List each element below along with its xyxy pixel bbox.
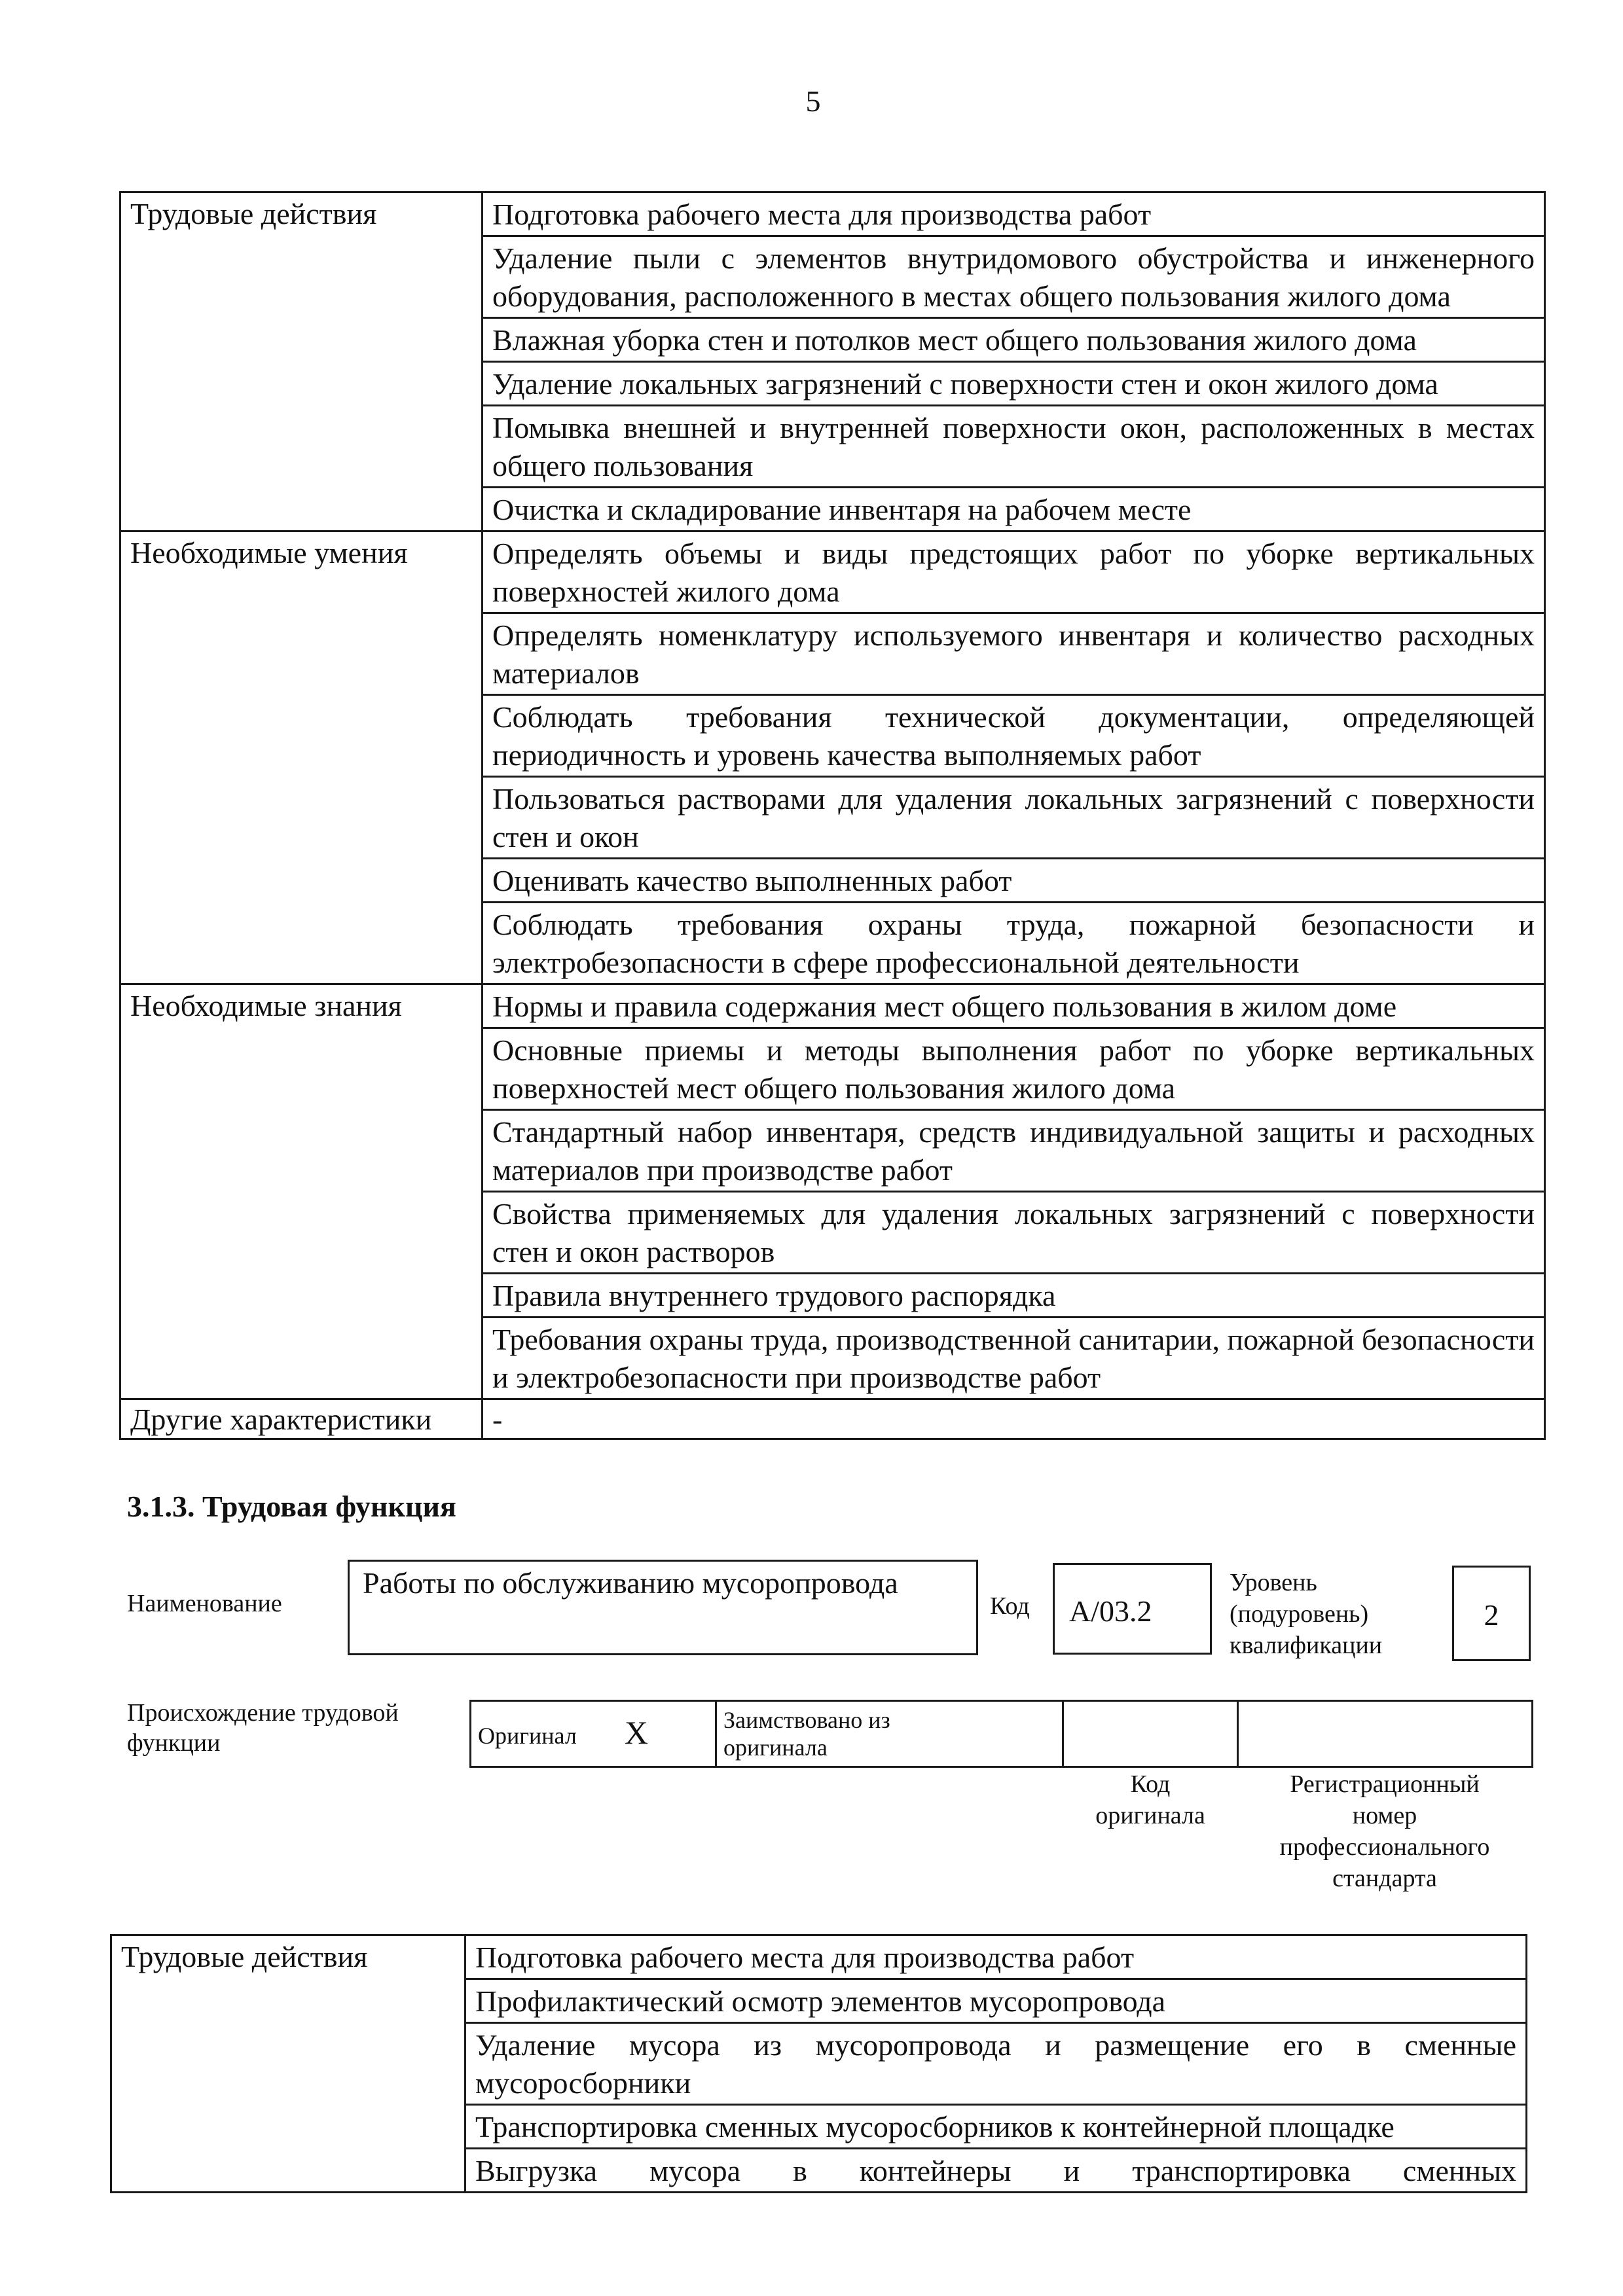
code-original-line-1: Код bbox=[1130, 1770, 1171, 1798]
table-row bbox=[471, 1701, 1533, 1767]
name-field bbox=[348, 1560, 978, 1655]
list-item: Требования охраны труда, производственной санитарии, пожарной безопасности и электробезопасности при производстве работ bbox=[483, 1318, 1545, 1399]
section-title: 3.1.3. Трудовая функция bbox=[127, 1490, 456, 1523]
origin-label bbox=[127, 1698, 399, 1758]
category-required-knowledge: Необходимые знания bbox=[120, 984, 483, 1399]
category-labor-actions-2: Трудовые действия bbox=[111, 1935, 465, 2193]
list-item: Свойства применяемых для удаления локальных загрязнений с поверхности стен и окон растворов bbox=[483, 1192, 1545, 1274]
labor-table-2 bbox=[110, 1934, 1527, 2193]
other-characteristics-value: - bbox=[483, 1399, 1545, 1439]
code-original-caption bbox=[1062, 1768, 1239, 1831]
category-labor-actions: Трудовые действия bbox=[120, 192, 483, 531]
borrowed-cell bbox=[716, 1701, 1063, 1767]
list-item: Определять номенклатуру используемого инвентаря и количество расходных материалов bbox=[483, 613, 1545, 695]
list-item: Нормы и правила содержания мест общего пользования в жилом доме bbox=[483, 984, 1545, 1028]
list-item: Удаление мусора из мусоропровода и размещение его в сменные мусоросборники bbox=[465, 2023, 1527, 2105]
reg-number-line-3: профессионального bbox=[1279, 1833, 1490, 1861]
list-item: Правила внутреннего трудового распорядка bbox=[483, 1274, 1545, 1318]
code-field bbox=[1053, 1563, 1212, 1655]
list-item: Пользоваться растворами для удаления локальных загрязнений с поверхности стен и окон bbox=[483, 777, 1545, 859]
category-required-skills: Необходимые умения bbox=[120, 531, 483, 984]
borrowed-label-line-1: Заимствовано из bbox=[723, 1707, 890, 1733]
reg-number-line-1: Регистрационный bbox=[1290, 1770, 1480, 1798]
list-item: Помывка внешней и внутренней поверхности окон, расположенных в местах общего пользования bbox=[483, 406, 1545, 488]
level-label-line-1: Уровень bbox=[1230, 1569, 1317, 1596]
table-row bbox=[120, 531, 1545, 613]
registration-number-caption bbox=[1237, 1768, 1532, 1894]
list-item: Подготовка рабочего места для производства работ bbox=[465, 1935, 1527, 1979]
original-code-cell bbox=[1063, 1701, 1238, 1767]
page-number: 5 bbox=[805, 84, 821, 118]
original-cell bbox=[471, 1701, 716, 1767]
level-label-line-3: квалификации bbox=[1230, 1632, 1383, 1659]
labor-table-1 bbox=[119, 191, 1546, 1440]
list-item: Определять объемы и виды предстоящих работ по уборке вертикальных поверхностей жилого дома bbox=[483, 531, 1545, 613]
list-item: Очистка и складирование инвентаря на рабочем месте bbox=[483, 488, 1545, 531]
list-item: Подготовка рабочего места для производства работ bbox=[483, 192, 1545, 236]
list-item: Соблюдать требования охраны труда, пожарной безопасности и электробезопасности в сфере профессиональной деятельности bbox=[483, 903, 1545, 984]
code-label: Код bbox=[990, 1592, 1030, 1620]
table-row bbox=[120, 984, 1545, 1028]
list-item: Соблюдать требования технической документации, определяющей периодичность и уровень качества выполняемых работ bbox=[483, 695, 1545, 777]
list-item: Удаление пыли с элементов внутридомового обустройства и инженерного оборудования, расположенного в местах общего пользования жилого дома bbox=[483, 236, 1545, 318]
reg-number-line-4: стандарта bbox=[1332, 1865, 1437, 1892]
table-row bbox=[120, 192, 1545, 236]
level-label bbox=[1230, 1567, 1382, 1661]
category-other-characteristics: Другие характеристики bbox=[120, 1399, 483, 1439]
list-item: Транспортировка сменных мусоросборников к контейнерной площадке bbox=[465, 2105, 1527, 2149]
list-item: Выгрузка мусора в контейнеры и транспортировка сменных bbox=[465, 2149, 1527, 2193]
original-label: Оригинал bbox=[478, 1722, 577, 1749]
level-label-line-2: (подуровень) bbox=[1230, 1600, 1369, 1628]
list-item: Удаление локальных загрязнений с поверхности стен и окон жилого дома bbox=[483, 362, 1545, 406]
registration-number-cell bbox=[1238, 1701, 1533, 1767]
table-row bbox=[111, 1935, 1527, 1979]
list-item: Стандартный набор инвентаря, средств индивидуальной защиты и расходных материалов при производстве работ bbox=[483, 1110, 1545, 1192]
original-mark: X bbox=[624, 1713, 648, 1751]
list-item: Оценивать качество выполненных работ bbox=[483, 859, 1545, 903]
name-label: Наименование bbox=[127, 1590, 282, 1617]
reg-number-line-2: номер bbox=[1352, 1802, 1417, 1829]
list-item: Основные приемы и методы выполнения работ по уборке вертикальных поверхностей мест общего пользования жилого дома bbox=[483, 1028, 1545, 1110]
level-field bbox=[1452, 1566, 1531, 1661]
code-original-line-2: оригинала bbox=[1095, 1802, 1205, 1829]
code-value: А/03.2 bbox=[1069, 1594, 1152, 1628]
borrowed-label-line-2: оригинала bbox=[723, 1734, 828, 1761]
origin-label-line-1: Происхождение трудовой bbox=[127, 1699, 399, 1727]
origin-label-line-2: функции bbox=[127, 1729, 221, 1757]
list-item: Профилактический осмотр элементов мусоропровода bbox=[465, 1979, 1527, 2023]
table-row bbox=[120, 1399, 1545, 1439]
name-value: Работы по обслуживанию мусоропровода bbox=[363, 1566, 898, 1600]
origin-table bbox=[469, 1700, 1533, 1768]
level-value: 2 bbox=[1484, 1598, 1499, 1632]
list-item: Влажная уборка стен и потолков мест общего пользования жилого дома bbox=[483, 318, 1545, 362]
